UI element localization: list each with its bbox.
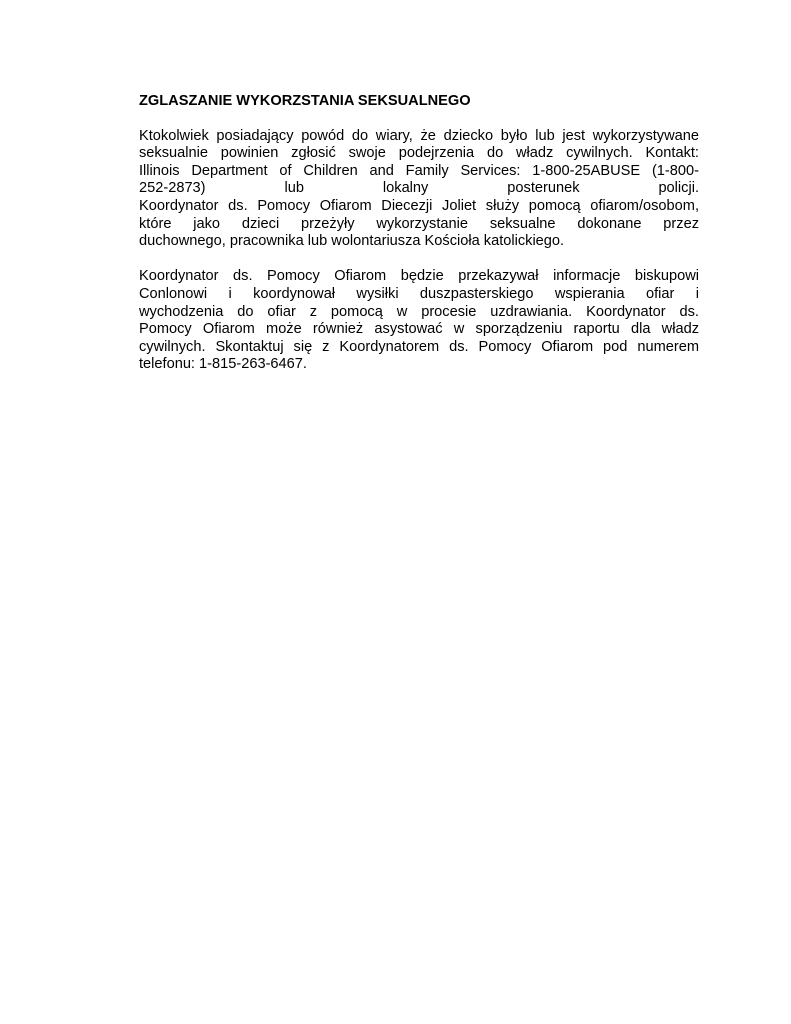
- paragraph-coordinator: [139, 268, 699, 374]
- paragraph-line: 252-2873) lub lokalny posterunek policji.: [139, 180, 699, 197]
- paragraph-reporting: [139, 128, 699, 251]
- document-content: [139, 93, 699, 392]
- paragraph-line: cywilnych. Skontaktuj się z Koordynatorem ds. Pomocy Ofiarom pod numerem: [139, 338, 699, 355]
- paragraph-line: Ktokolwiek posiadający powód do wiary, że dziecko było lub jest wykorzystywane: [139, 127, 699, 144]
- paragraph-line: Koordynator ds. Pomocy Ofiarom Diecezji Joliet służy pomocą ofiarom/osobom,: [139, 197, 699, 214]
- document-title: ZGLASZANIE WYKORZSTANIA SEKSUALNEGO: [139, 93, 471, 109]
- paragraph-line: seksualnie powinien zgłosić swoje podejrzenia do władz cywilnych. Kontakt:: [139, 145, 699, 162]
- paragraph-line: Conlonowi i koordynował wysiłki duszpasterskiego wspierania ofiar i: [139, 285, 699, 302]
- paragraph-line: telefonu: 1-815-263-6467.: [139, 356, 307, 373]
- paragraph-line: Illinois Department of Children and Family Services: 1-800-25ABUSE (1-800-: [139, 162, 699, 179]
- paragraph-line: wychodzenia do ofiar z pomocą w procesie uzdrawiania. Koordynator ds.: [139, 303, 699, 320]
- paragraph-line: duchownego, pracownika lub wolontariusza Kościoła katolickiego.: [139, 233, 565, 250]
- paragraph-line: Koordynator ds. Pomocy Ofiarom będzie przekazywał informacje biskupowi: [139, 268, 699, 285]
- paragraph-line: Pomocy Ofiarom może również asystować w sporządzeniu raportu dla władz: [139, 321, 699, 338]
- paragraph-line: które jako dzieci przeżyły wykorzystanie seksualne dokonane przez: [139, 215, 699, 232]
